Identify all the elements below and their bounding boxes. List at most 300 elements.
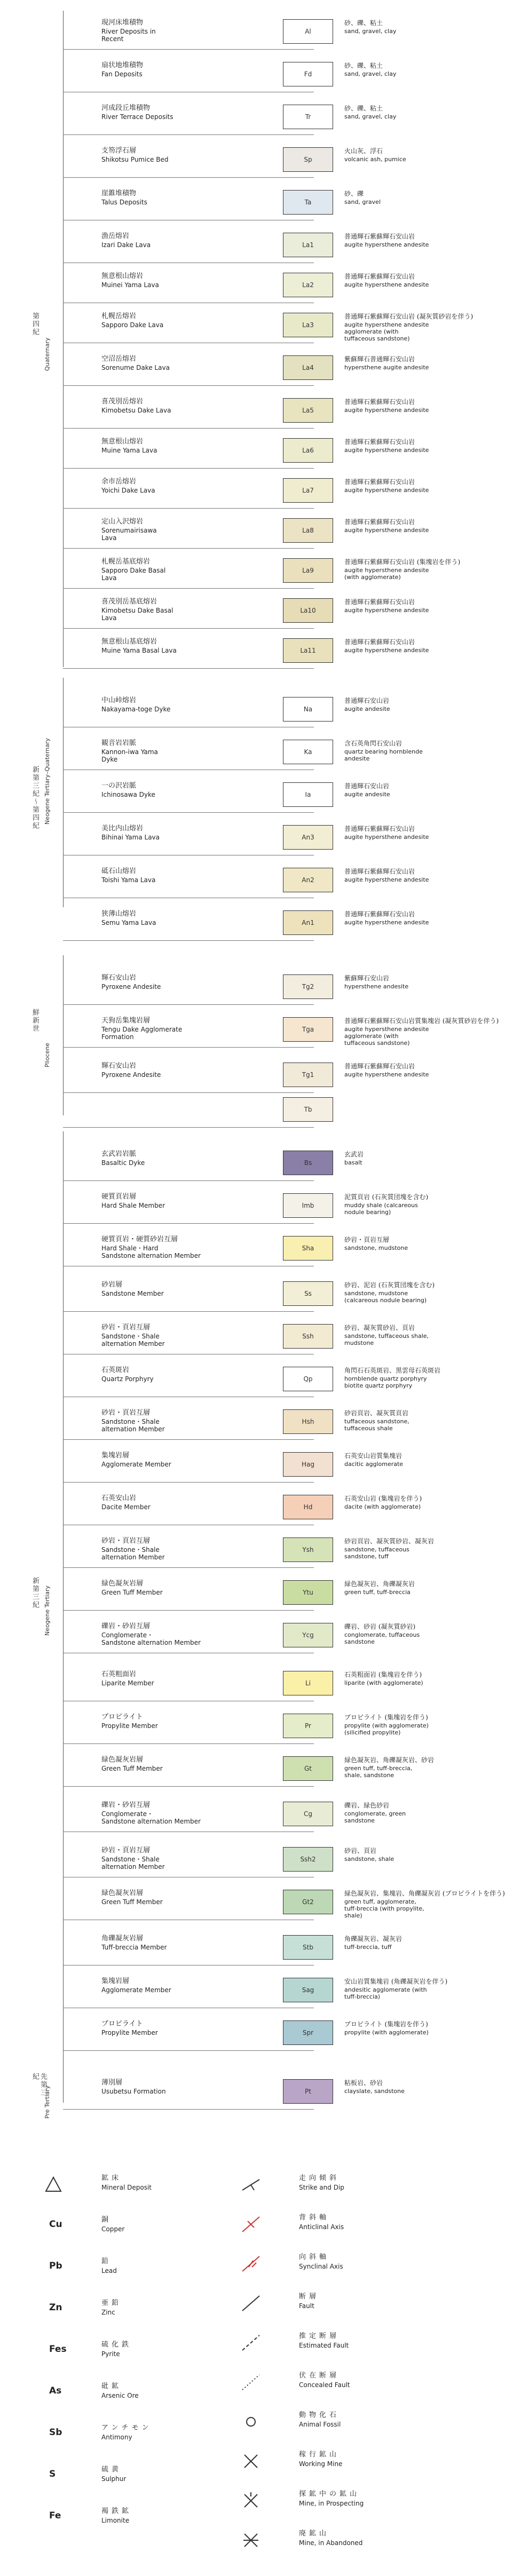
symbol-name-jp: 背斜軸 <box>299 2214 330 2222</box>
unit-desc-jp: 砂岩頁岩、凝灰質砂岩、凝灰岩 <box>344 1537 435 1545</box>
unit-name-jp: 狭薄山熔岩 <box>101 910 137 918</box>
symbol-name-jp: 銅 <box>101 2216 112 2224</box>
unit-name-en: Shikotsu Pumice Bed <box>101 156 169 163</box>
unit-name-en: Dacite Member <box>101 1503 151 1511</box>
unit-swatch: Tga <box>283 1017 333 1042</box>
unit-name-jp: 集塊岩層 <box>101 1977 130 1985</box>
unit-desc-en: quartz bearing hornblende andesite <box>344 748 423 762</box>
unit-name-jp: 砂岩・頁岩互層 <box>101 1323 151 1331</box>
legend-row <box>69 1321 427 1353</box>
symbol-name-jp: 鉱床 <box>101 2174 122 2182</box>
unit-name-en: Muinei Yama Lava <box>101 281 159 289</box>
row-divider <box>63 1223 314 1224</box>
working-mine-icon-svg <box>240 2451 262 2472</box>
legend-row <box>69 515 427 547</box>
unit-swatch: La10 <box>283 598 333 623</box>
unit-name-jp: 喜茂別岳基底熔岩 <box>101 598 157 606</box>
working-mine-icon <box>240 2451 262 2472</box>
unit-name-jp: 輝石安山岩 <box>101 974 137 982</box>
unit-name-en: Hard Shale Member <box>101 1202 165 1209</box>
unit-desc-jp: 砂岩、凝灰質砂岩、頁岩 <box>344 1324 415 1331</box>
unit-name-en: Sandstone・Shale <box>101 1418 160 1425</box>
unit-swatch: La8 <box>283 518 333 543</box>
legend-row <box>69 144 427 176</box>
unit-swatch: Spr <box>283 2020 333 2045</box>
unit-swatch: Tb <box>283 1097 333 1122</box>
unit-name-jp: 石英斑岩 <box>101 1366 130 1374</box>
symbol-name-jp: 褐鉄鉱 <box>101 2507 132 2515</box>
unit-name-jp: 喜茂別岳熔岩 <box>101 398 144 406</box>
row-divider <box>63 1047 314 1048</box>
unit-name-en: Hard Shale・Hard <box>101 1245 159 1252</box>
unit-swatch: Tg1 <box>283 1063 333 1087</box>
unit-name-en: Sapporo Dake Basal <box>101 567 166 574</box>
unit-desc-jp: 砂、礫、粘土 <box>344 105 383 112</box>
unit-desc-jp: 緑色凝灰岩、角礫凝灰岩 <box>344 1580 415 1588</box>
symbol-name-jp: 動物化石 <box>299 2411 340 2419</box>
row-divider <box>63 548 314 549</box>
row-divider <box>63 940 314 941</box>
unit-desc-en: green tuff, agglomerate, tuff-breccia (with propylite, shale) <box>344 1898 424 1919</box>
symbol-name-en: Antimony <box>101 2434 132 2441</box>
unit-desc-en: sand, gravel, clay <box>344 113 397 120</box>
unit-desc-jp: プロピライト (集塊岩を伴う) <box>344 2020 428 2028</box>
legend-row <box>69 555 461 587</box>
concealed-fault-icon-svg <box>240 2372 262 2393</box>
unit-desc-en: propylite (with agglomerate) (silicified propylite) <box>344 1722 429 1736</box>
era-pliocene-en: Pliocene <box>44 1042 51 1067</box>
unit-name-jp: 美比内山熔岩 <box>101 825 144 833</box>
fault-icon <box>240 2293 262 2314</box>
unit-name-jp: 無意根山基底熔岩 <box>101 638 157 646</box>
legend-row <box>69 1278 435 1310</box>
symbol-left-row <box>21 2375 224 2412</box>
unit-desc-en: andesitic agglomerate (with tuff-breccia) <box>344 1986 427 2000</box>
unit-name-jp: 崖錐堆積物 <box>101 189 137 197</box>
unit-desc-jp: 含石英角閃石安山岩 <box>344 740 403 747</box>
unit-name-jp: 観音岩岩脈 <box>101 739 137 747</box>
estimated-fault-icon <box>240 2332 262 2353</box>
unit-swatch: Ta <box>283 190 333 215</box>
unit-name-jp: 扇状地堆積物 <box>101 61 144 69</box>
syncline-icon <box>240 2253 262 2274</box>
legend-row <box>69 1147 427 1179</box>
unit-desc-jp: 玄武岩 <box>344 1151 364 1158</box>
unit-name-en: Tengu Dake Agglomerate <box>101 1026 183 1033</box>
unit-desc-en: augite hypersthene andesite <box>344 647 429 654</box>
row-divider <box>63 1004 314 1005</box>
unit-name-en: Yoichi Dake Lava <box>101 487 155 494</box>
unit-desc-en: hypersthene augite andesite <box>344 364 429 371</box>
unit-swatch: Tr <box>283 105 333 129</box>
unit-desc-jp: 紫蘇輝石安山岩 <box>344 974 390 982</box>
row-divider <box>63 134 314 135</box>
unit-name-en: Sorenumairisawa <box>101 527 157 534</box>
unit-desc-en: sandstone, mudstone <box>344 1245 408 1251</box>
unit-swatch: Hsh <box>283 1409 333 1434</box>
unit-name-jp: 砂岩層 <box>101 1281 123 1289</box>
row-divider <box>63 2050 314 2051</box>
unit-desc-jp: 普通輝石紫蘇輝石安山岩 <box>344 273 415 280</box>
legend-row <box>69 1449 427 1481</box>
unit-swatch: Bs <box>283 1151 333 1175</box>
unit-name-jp: 河成段丘堆積物 <box>101 104 151 112</box>
unit-desc-en: sandstone, tuffaceous sandstone, tuff <box>344 1546 409 1560</box>
unit-desc-en: tuff-breccia, tuff <box>344 1944 392 1951</box>
unit-desc-jp: 普通輝石紫蘇輝石安山岩 (集塊岩を伴う) <box>344 558 461 566</box>
unit-swatch: La4 <box>283 355 333 380</box>
unit-name-en: Tuff-breccia Member <box>101 1944 167 1951</box>
unit-desc-en: augite hypersthene andesite <box>344 1071 429 1078</box>
strike-dip-icon <box>240 2174 262 2195</box>
symbol-name-en: Zinc <box>101 2309 115 2316</box>
unit-swatch: Hag <box>283 1452 333 1477</box>
strike-dip-icon-svg <box>240 2174 262 2195</box>
unit-swatch: An1 <box>283 910 333 935</box>
unit-name-en: Bihinai Yama Lava <box>101 834 160 841</box>
unit-name-en: Toishi Yama Lava <box>101 876 156 884</box>
unit-desc-en: augite hypersthene andesite <box>344 447 429 454</box>
unit-name-jp: 集塊岩層 <box>101 1452 130 1460</box>
unit-swatch: Sha <box>283 1236 333 1261</box>
unit-desc-en: sand, gravel, clay <box>344 28 397 35</box>
unit-name-en: Conglomerate・ <box>101 1631 154 1639</box>
unit-name-en: Pyroxene Andesite <box>101 983 161 990</box>
unit-desc-en: volcanic ash, pumice <box>344 156 406 163</box>
unit-desc-jp: 普通輝石紫蘇輝石安山岩 <box>344 438 415 446</box>
unit-name-jp: 硬質頁岩・硬質砂岩互層 <box>101 1235 178 1243</box>
unit-desc-en: augite hypersthene andesite agglomerate (with tuffaceous sandstone) <box>344 1026 429 1047</box>
unit-name-en-2: Dyke <box>101 756 118 763</box>
unit-swatch: La2 <box>283 273 333 297</box>
symbol-name-jp: 推定断層 <box>299 2332 340 2340</box>
symbol-name-en: Working Mine <box>299 2460 343 2468</box>
unit-swatch: Sp <box>283 147 333 172</box>
unit-name-jp: 角礫凝灰岩層 <box>101 1935 144 1943</box>
unit-name-jp: 玄武岩岩脈 <box>101 1150 137 1158</box>
legend-row <box>69 1492 427 1524</box>
unit-desc-jp: 普通輝石紫蘇輝石安山岩 <box>344 825 415 833</box>
unit-name-jp: 砂岩・頁岩互層 <box>101 1846 151 1854</box>
unit-desc-jp: 角礫凝灰岩、凝灰岩 <box>344 1935 403 1943</box>
unit-name-jp: 現河床堆積物 <box>101 19 144 27</box>
unit-name-en: Propylite Member <box>101 1722 158 1730</box>
legend-row <box>69 907 427 939</box>
symbol-name-jp: 稼行鉱山 <box>299 2451 340 2459</box>
unit-desc-en: sandstone, mudstone (calcareous nodule bearing) <box>344 1290 427 1304</box>
row-divider <box>63 1743 314 1744</box>
symbol-name-en: Fault <box>299 2302 314 2310</box>
unit-desc-en: tuffaceous sandstone, tuffaceous shale <box>344 1418 409 1432</box>
row-divider <box>63 508 314 509</box>
symbol-name-jp: アンチモン <box>101 2424 152 2432</box>
unit-name-jp: 中山峠熔岩 <box>101 696 137 704</box>
unit-name-jp: 一の沢岩脈 <box>101 782 137 790</box>
unit-desc-jp: 石英粗面岩 (集塊岩を伴う) <box>344 1671 422 1678</box>
era-quaternary-en: Quaternary <box>44 337 51 371</box>
fossil-icon-svg <box>240 2411 262 2432</box>
unit-name-en: Conglomerate・ <box>101 1810 154 1818</box>
symbol-name-jp: 亜鉛 <box>101 2299 122 2307</box>
unit-desc-jp: 普通輝石紫蘇輝石安山岩 (凝灰質砂岩を伴う) <box>344 313 474 320</box>
unit-name-en-2: alternation Member <box>101 1340 165 1348</box>
row-divider <box>63 1180 314 1181</box>
row-divider <box>63 1567 314 1568</box>
unit-desc-en: basalt <box>344 1159 362 1166</box>
symbol-name-en: Estimated Fault <box>299 2342 349 2349</box>
unit-desc-jp: 角閃石石英斑岩、黒雲母石英斑岩 <box>344 1367 441 1374</box>
symbol-name-en: Animal Fossil <box>299 2421 341 2428</box>
unit-name-jp: 支笏浮石層 <box>101 147 137 155</box>
symbol-name-en: Synclinal Axis <box>299 2263 343 2270</box>
unit-swatch: Tg2 <box>283 974 333 999</box>
unit-desc-en: liparite (with agglomerate) <box>344 1679 423 1686</box>
unit-desc-jp: 普通輝石紫蘇輝石安山岩 <box>344 910 415 918</box>
unit-swatch: Ka <box>283 740 333 764</box>
unit-name-en-2: alternation Member <box>101 1553 165 1561</box>
unit-swatch: La1 <box>283 233 333 257</box>
legend-row <box>69 1668 427 1700</box>
unit-desc-jp: 泥質頁岩 (石灰質団塊を含む) <box>344 1193 429 1201</box>
unit-name-jp: 硬質頁岩層 <box>101 1193 137 1201</box>
symbol-name-en: Mine, in Abandoned <box>299 2539 363 2547</box>
unit-swatch: Ssh <box>283 1324 333 1349</box>
triangle-icon-svg <box>43 2174 64 2195</box>
unit-swatch: La3 <box>283 313 333 337</box>
unit-name-en: Agglomerate Member <box>101 1986 171 1994</box>
legend-row <box>69 1975 448 2007</box>
symbol-name-jp: 硫化鉄 <box>101 2341 132 2349</box>
unit-desc-jp: 礫岩、緑色砂岩 <box>344 1802 390 1809</box>
unit-name-jp: 定山入沢熔岩 <box>101 518 144 526</box>
symbol-name-jp: 走向傾斜 <box>299 2174 340 2182</box>
unit-swatch: Gt <box>283 1756 333 1781</box>
legend-row <box>69 2076 427 2108</box>
unit-desc-en: propylite (with agglomerate) <box>344 2029 429 2036</box>
symbol-right-row <box>219 2206 422 2244</box>
symbol-name-jp: 鉛 <box>101 2257 112 2265</box>
mineral-abbr: Zn <box>49 2302 62 2313</box>
unit-name-jp: プロピライト <box>101 2020 143 2028</box>
mineral-abbr: S <box>49 2469 56 2479</box>
symbol-name-jp: 硫黄 <box>101 2466 122 2474</box>
unit-name-en-2: Lava <box>101 574 117 582</box>
symbol-name-jp: 廃鉱山 <box>299 2530 330 2538</box>
unit-name-en: Ichinosawa Dyke <box>101 791 155 798</box>
unit-name-en: Quartz Porphyry <box>101 1375 154 1383</box>
legend-row <box>69 229 427 261</box>
row-divider <box>63 1482 314 1483</box>
legend-row <box>69 971 427 1003</box>
unit-name-en: Nakayama-toge Dyke <box>101 706 171 713</box>
legend-row <box>69 435 427 467</box>
unit-desc-jp: 砂、礫、粘土 <box>344 62 383 69</box>
unit-swatch: La9 <box>283 558 333 583</box>
unit-swatch: Ssh2 <box>283 1847 333 1872</box>
row-divider <box>63 1610 314 1611</box>
unit-name-en: Kimobetsu Dake Basal <box>101 607 173 614</box>
era-pre-tertiary-en: Pre Tertiary <box>44 2085 51 2119</box>
unit-desc-en: augite hypersthene andesite <box>344 919 429 926</box>
era-neogene-tertiary <box>26 1131 64 2076</box>
legend-row <box>69 1014 499 1047</box>
unit-name-jp: 砥石山熔岩 <box>101 867 137 875</box>
unit-name-en: Usubetsu Formation <box>101 2088 166 2095</box>
symbol-right-row <box>219 2285 422 2323</box>
unit-desc-en: conglomerate, tuffaceous sandstone <box>344 1631 420 1645</box>
unit-swatch: Ycg <box>283 1623 333 1647</box>
unit-desc-en: hypersthene andesite <box>344 983 409 990</box>
symbol-name-jp: 断層 <box>299 2293 320 2301</box>
unit-desc-en: augite hypersthene andesite <box>344 876 429 883</box>
symbol-right-row <box>219 2364 422 2401</box>
unit-desc-en: augite hypersthene andesite <box>344 487 429 494</box>
symbol-name-en: Copper <box>101 2225 125 2233</box>
legend-row <box>69 1710 427 1742</box>
symbol-right-row <box>219 2246 422 2283</box>
unit-name-en: Fan Deposits <box>101 70 143 78</box>
unit-desc-jp: 砂、礫、粘土 <box>344 19 383 27</box>
unit-swatch: La7 <box>283 478 333 503</box>
unit-swatch: Ss <box>283 1281 333 1306</box>
triangle-icon <box>43 2174 64 2195</box>
symbol-name-en: Concealed Fault <box>299 2381 350 2389</box>
legend-row <box>69 1534 435 1566</box>
unit-desc-jp: 普通輝石紫蘇輝石安山岩 <box>344 233 415 240</box>
unit-swatch: Stb <box>283 1935 333 1960</box>
legend-row <box>69 1094 427 1126</box>
legend-row <box>69 1932 427 1964</box>
era-pliocene <box>26 955 64 1115</box>
legend-row <box>69 1887 505 1919</box>
unit-desc-jp: 石英安山岩 (集塊岩を伴う) <box>344 1495 422 1502</box>
unit-name-en: Sorenume Dake Lava <box>101 364 170 371</box>
unit-swatch: La5 <box>283 398 333 423</box>
unit-desc-en: augite hypersthene andesite <box>344 241 429 248</box>
unit-name-en-2: Formation <box>101 1033 134 1041</box>
row-divider <box>63 588 314 589</box>
symbol-right-row <box>219 2325 422 2362</box>
era-pliocene-label: 鮮新世 <box>31 1009 39 1033</box>
unit-desc-en: dacite (with agglomerate) <box>344 1503 421 1510</box>
unit-desc-jp: 緑色凝灰岩、集塊岩、角礫凝灰岩 (プロピライトを伴う) <box>344 1890 505 1897</box>
unit-name-en: Agglomerate Member <box>101 1461 171 1468</box>
symbol-name-jp: 砒鉱 <box>101 2382 122 2390</box>
legend-row <box>69 1798 427 1830</box>
unit-name-en: Sapporo Dake Lava <box>101 321 164 329</box>
unit-name-jp: 札幌岳基底熔岩 <box>101 558 151 566</box>
legend-row <box>69 1190 427 1222</box>
row-divider <box>63 428 314 429</box>
fault-icon-svg <box>240 2293 262 2314</box>
mineral-abbr: Pb <box>49 2261 62 2271</box>
legend-row <box>69 1406 427 1438</box>
unit-desc-en: augite andesite <box>344 706 390 712</box>
unit-name-en-2: Lava <box>101 534 117 542</box>
symbol-name-en: Sulphur <box>101 2475 127 2483</box>
symbol-left-row <box>21 2292 224 2329</box>
symbol-name-jp: 伏在断層 <box>299 2372 340 2380</box>
legend-row <box>69 1233 427 1265</box>
unit-swatch: Li <box>283 1671 333 1695</box>
unit-name-en: Muine Yama Lava <box>101 447 157 454</box>
row-divider <box>63 1311 314 1312</box>
unit-swatch: An3 <box>283 825 333 850</box>
legend-row <box>69 2017 427 2049</box>
unit-name-en: Izari Dake Lava <box>101 241 151 249</box>
unit-name-jp: 無意根山熔岩 <box>101 438 144 446</box>
unit-desc-jp: 礫岩、砂岩 (凝灰質砂岩) <box>344 1623 416 1630</box>
symbol-left-row <box>21 2333 224 2371</box>
unit-name-jp: 天狗岳集塊岩層 <box>101 1017 151 1025</box>
symbol-name-en: Mineral Deposit <box>101 2184 152 2191</box>
legend-row <box>69 694 427 726</box>
symbol-left-row <box>21 2416 224 2454</box>
unit-name-en: River Terrace Deposits <box>101 113 173 121</box>
concealed-fault-icon <box>240 2372 262 2393</box>
prospecting-mine-icon-svg <box>240 2490 262 2511</box>
unit-name-en: Propylite Member <box>101 2029 158 2036</box>
unit-name-jp: 余市岳熔岩 <box>101 478 137 486</box>
unit-swatch: Qp <box>283 1367 333 1391</box>
unit-desc-en: dacitic agglomerate <box>344 1461 404 1468</box>
unit-name-en: Muine Yama Basal Lava <box>101 647 177 654</box>
unit-desc-jp: 砂岩頁岩、凝灰質頁岩 <box>344 1409 409 1417</box>
legend-row <box>69 1577 427 1609</box>
unit-desc-en: sandstone, shale <box>344 1856 394 1862</box>
unit-swatch: Pr <box>283 1714 333 1738</box>
unit-name-en: Sandstone・Shale <box>101 1856 160 1863</box>
unit-desc-jp: 火山灰、浮石 <box>344 147 383 155</box>
unit-name-jp: 礫岩・砂岩互層 <box>101 1801 151 1809</box>
unit-desc-jp: 普通輝石紫蘇輝石安山岩 <box>344 1063 415 1070</box>
symbol-left-row <box>21 2500 224 2537</box>
unit-swatch: Gt2 <box>283 1890 333 1914</box>
unit-name-jp: 石英安山岩 <box>101 1494 137 1502</box>
mineral-abbr: Fe <box>49 2510 61 2521</box>
unit-name-en: Sandstone・Shale <box>101 1546 160 1553</box>
unit-name-en: Talus Deposits <box>101 199 147 206</box>
legend-row <box>69 475 427 507</box>
era-neogene-quaternary <box>26 678 64 907</box>
legend-row <box>69 595 427 627</box>
unit-name-en: Green Tuff Member <box>101 1765 163 1772</box>
unit-name-en: River Deposits in <box>101 28 156 35</box>
era-neogene-tertiary-en: Neogene Tertiary <box>44 1586 51 1636</box>
legend-row <box>69 310 474 342</box>
symbol-left-row <box>21 2458 224 2495</box>
unit-name-jp: 札幌岳熔岩 <box>101 312 137 320</box>
unit-name-en: Green Tuff Member <box>101 1898 163 1906</box>
unit-swatch: Pt <box>283 2079 333 2104</box>
era-pre-tertiary-label: 先第三紀 <box>31 2073 47 2097</box>
symbol-name-en: Pyrite <box>101 2350 120 2358</box>
unit-desc-jp: 普通輝石紫蘇輝石安山岩 <box>344 478 415 486</box>
mineral-abbr: As <box>49 2385 62 2396</box>
legend-row <box>69 1059 427 1091</box>
unit-swatch: Sag <box>283 1978 333 2002</box>
unit-name-en-2: Recent <box>101 35 124 43</box>
unit-name-en: Sandstone・Shale <box>101 1333 160 1340</box>
unit-name-jp: 緑色凝灰岩層 <box>101 1889 144 1897</box>
unit-desc-en: augite hypersthene andesite <box>344 281 429 288</box>
symbol-right-row <box>219 2522 422 2559</box>
abandoned-mine-icon <box>240 2530 262 2551</box>
unit-name-jp: 漁岳熔岩 <box>101 232 130 240</box>
unit-name-en: Kimobetsu Dake Lava <box>101 407 171 414</box>
syncline-icon-svg <box>240 2253 262 2274</box>
unit-desc-en: green tuff, tuff-breccia, shale, sandstone <box>344 1765 413 1779</box>
